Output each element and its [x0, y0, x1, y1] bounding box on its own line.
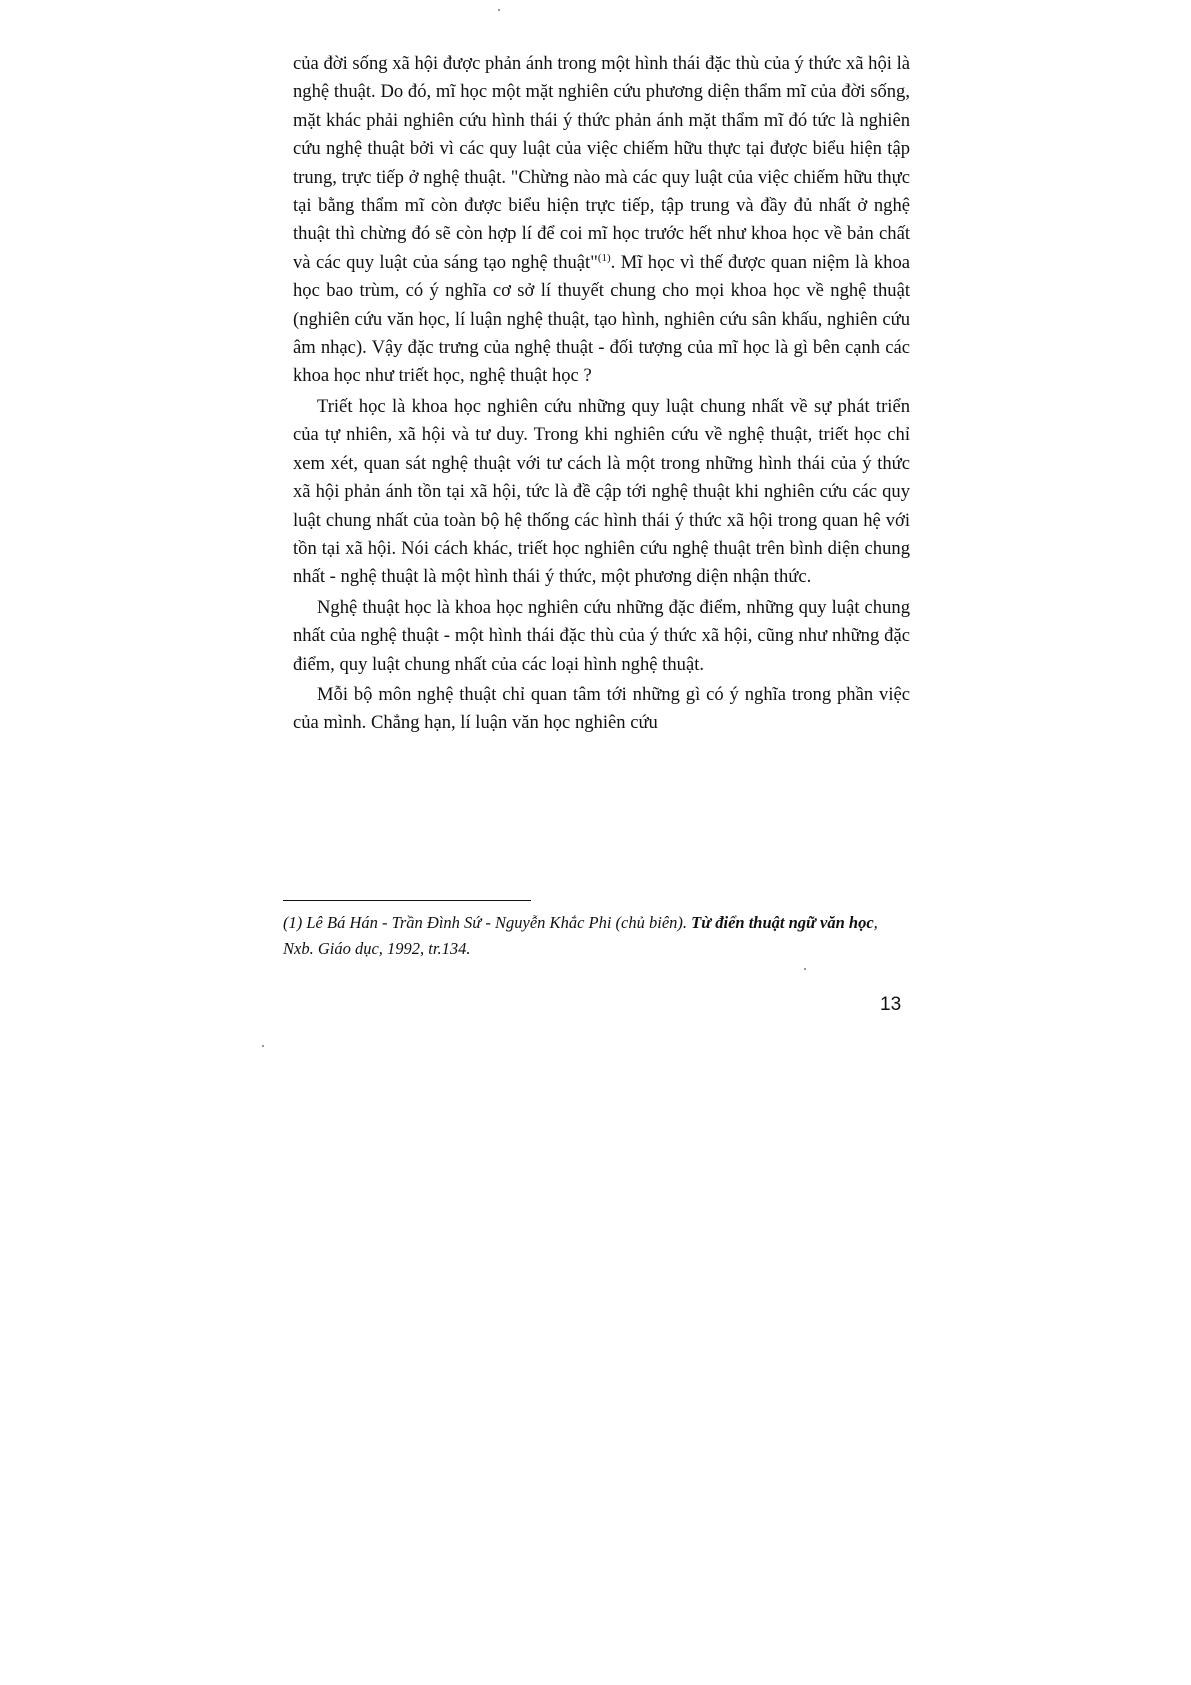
paragraph-1-continuation: . Mĩ học vì thế được quan niệm là khoa học bao trùm, có ý nghĩa cơ sở lí thuyết chung cho mọi khoa học về nghệ thuật (nghiên cứu văn học, lí luận nghệ thuật, tạo hình, nghiên cứu sân khấu, nghiên cứu âm nhạc). Vậy đặc trưng của nghệ thuật - đối tượng của mĩ học là gì bên cạnh các khoa học như triết học, nghệ thuật học ? — [293, 251, 910, 387]
paragraph-1-text: của đời sống xã hội được phản ánh trong một hình thái đặc thù của ý thức xã hội là nghệ thuật. Do đó, mĩ học một mặt nghiên cứu phương diện thẩm mĩ của đời sống, mặt khác phải nghiên cứu hình thái ý thức phản ánh mặt thẩm mĩ đó tức là nghiên cứu nghệ thuật bởi vì các quy luật của việc chiếm hữu thực tại được biểu hiện tập trung, trực tiếp ở nghệ thuật. "Chừng nào mà các quy luật của việc chiếm hữu thực tại bằng thẩm mĩ còn được biểu hiện trực tiếp, tập trung và đầy đủ nhất ở nghệ thuật thì chừng đó sẽ còn hợp lí để coi mĩ học trước hết như khoa học về bản chất và các quy luật của sáng tạo nghệ thuật" — [293, 53, 910, 273]
paragraph-1 — [293, 50, 910, 391]
paragraph-4: Mỗi bộ môn nghệ thuật chỉ quan tâm tới những gì có ý nghĩa trong phần việc của mình. Chẳng hạn, lí luận văn học nghiên cứu — [293, 683, 910, 734]
scan-speck — [262, 1045, 264, 1047]
footnote-book-title: Từ điển thuật ngữ văn học — [691, 913, 874, 932]
scan-speck — [498, 9, 500, 11]
footnote-publisher: , Nxb. Giáo dục, 1992, tr.134. — [283, 913, 878, 958]
footnote-reference: (1) — [597, 251, 611, 264]
footnote-divider — [283, 900, 531, 901]
paragraph-3: Nghệ thuật học là khoa học nghiên cứu những đặc điểm, những quy luật chung nhất của nghệ thuật - một hình thái đặc thù của ý thức xã hội, cũng như những đặc điểm, quy luật chung nhất của các loại hình nghệ thuật. — [293, 596, 910, 675]
scan-speck — [804, 968, 806, 970]
footnote-authors: (1) Lê Bá Hán - Trần Đình Sứ - Nguyễn Khắc Phi (chủ biên). — [283, 913, 692, 932]
footnote — [283, 910, 910, 962]
paragraph-2: Triết học là khoa học nghiên cứu những quy luật chung nhất về sự phát triển của tự nhiên, xã hội và tư duy. Trong khi nghiên cứu về nghệ thuật, triết học chỉ xem xét, quan sát nghệ thuật với tư cách là một trong những hình thái của ý thức xã hội phản ánh tồn tại xã hội, tức là đề cập tới nghệ thuật khi nghiên cứu các quy luật chung nhất của toàn bộ hệ thống các hình thái ý thức xã hội trong quan hệ với tồn tại xã hội. Nói cách khác, triết học nghiên cứu nghệ thuật trên bình diện chung nhất - nghệ thuật là một hình thái ý thức, một phương diện nhận thức. — [293, 395, 910, 588]
page-number: 13 — [880, 994, 902, 1015]
body-text — [293, 50, 910, 738]
